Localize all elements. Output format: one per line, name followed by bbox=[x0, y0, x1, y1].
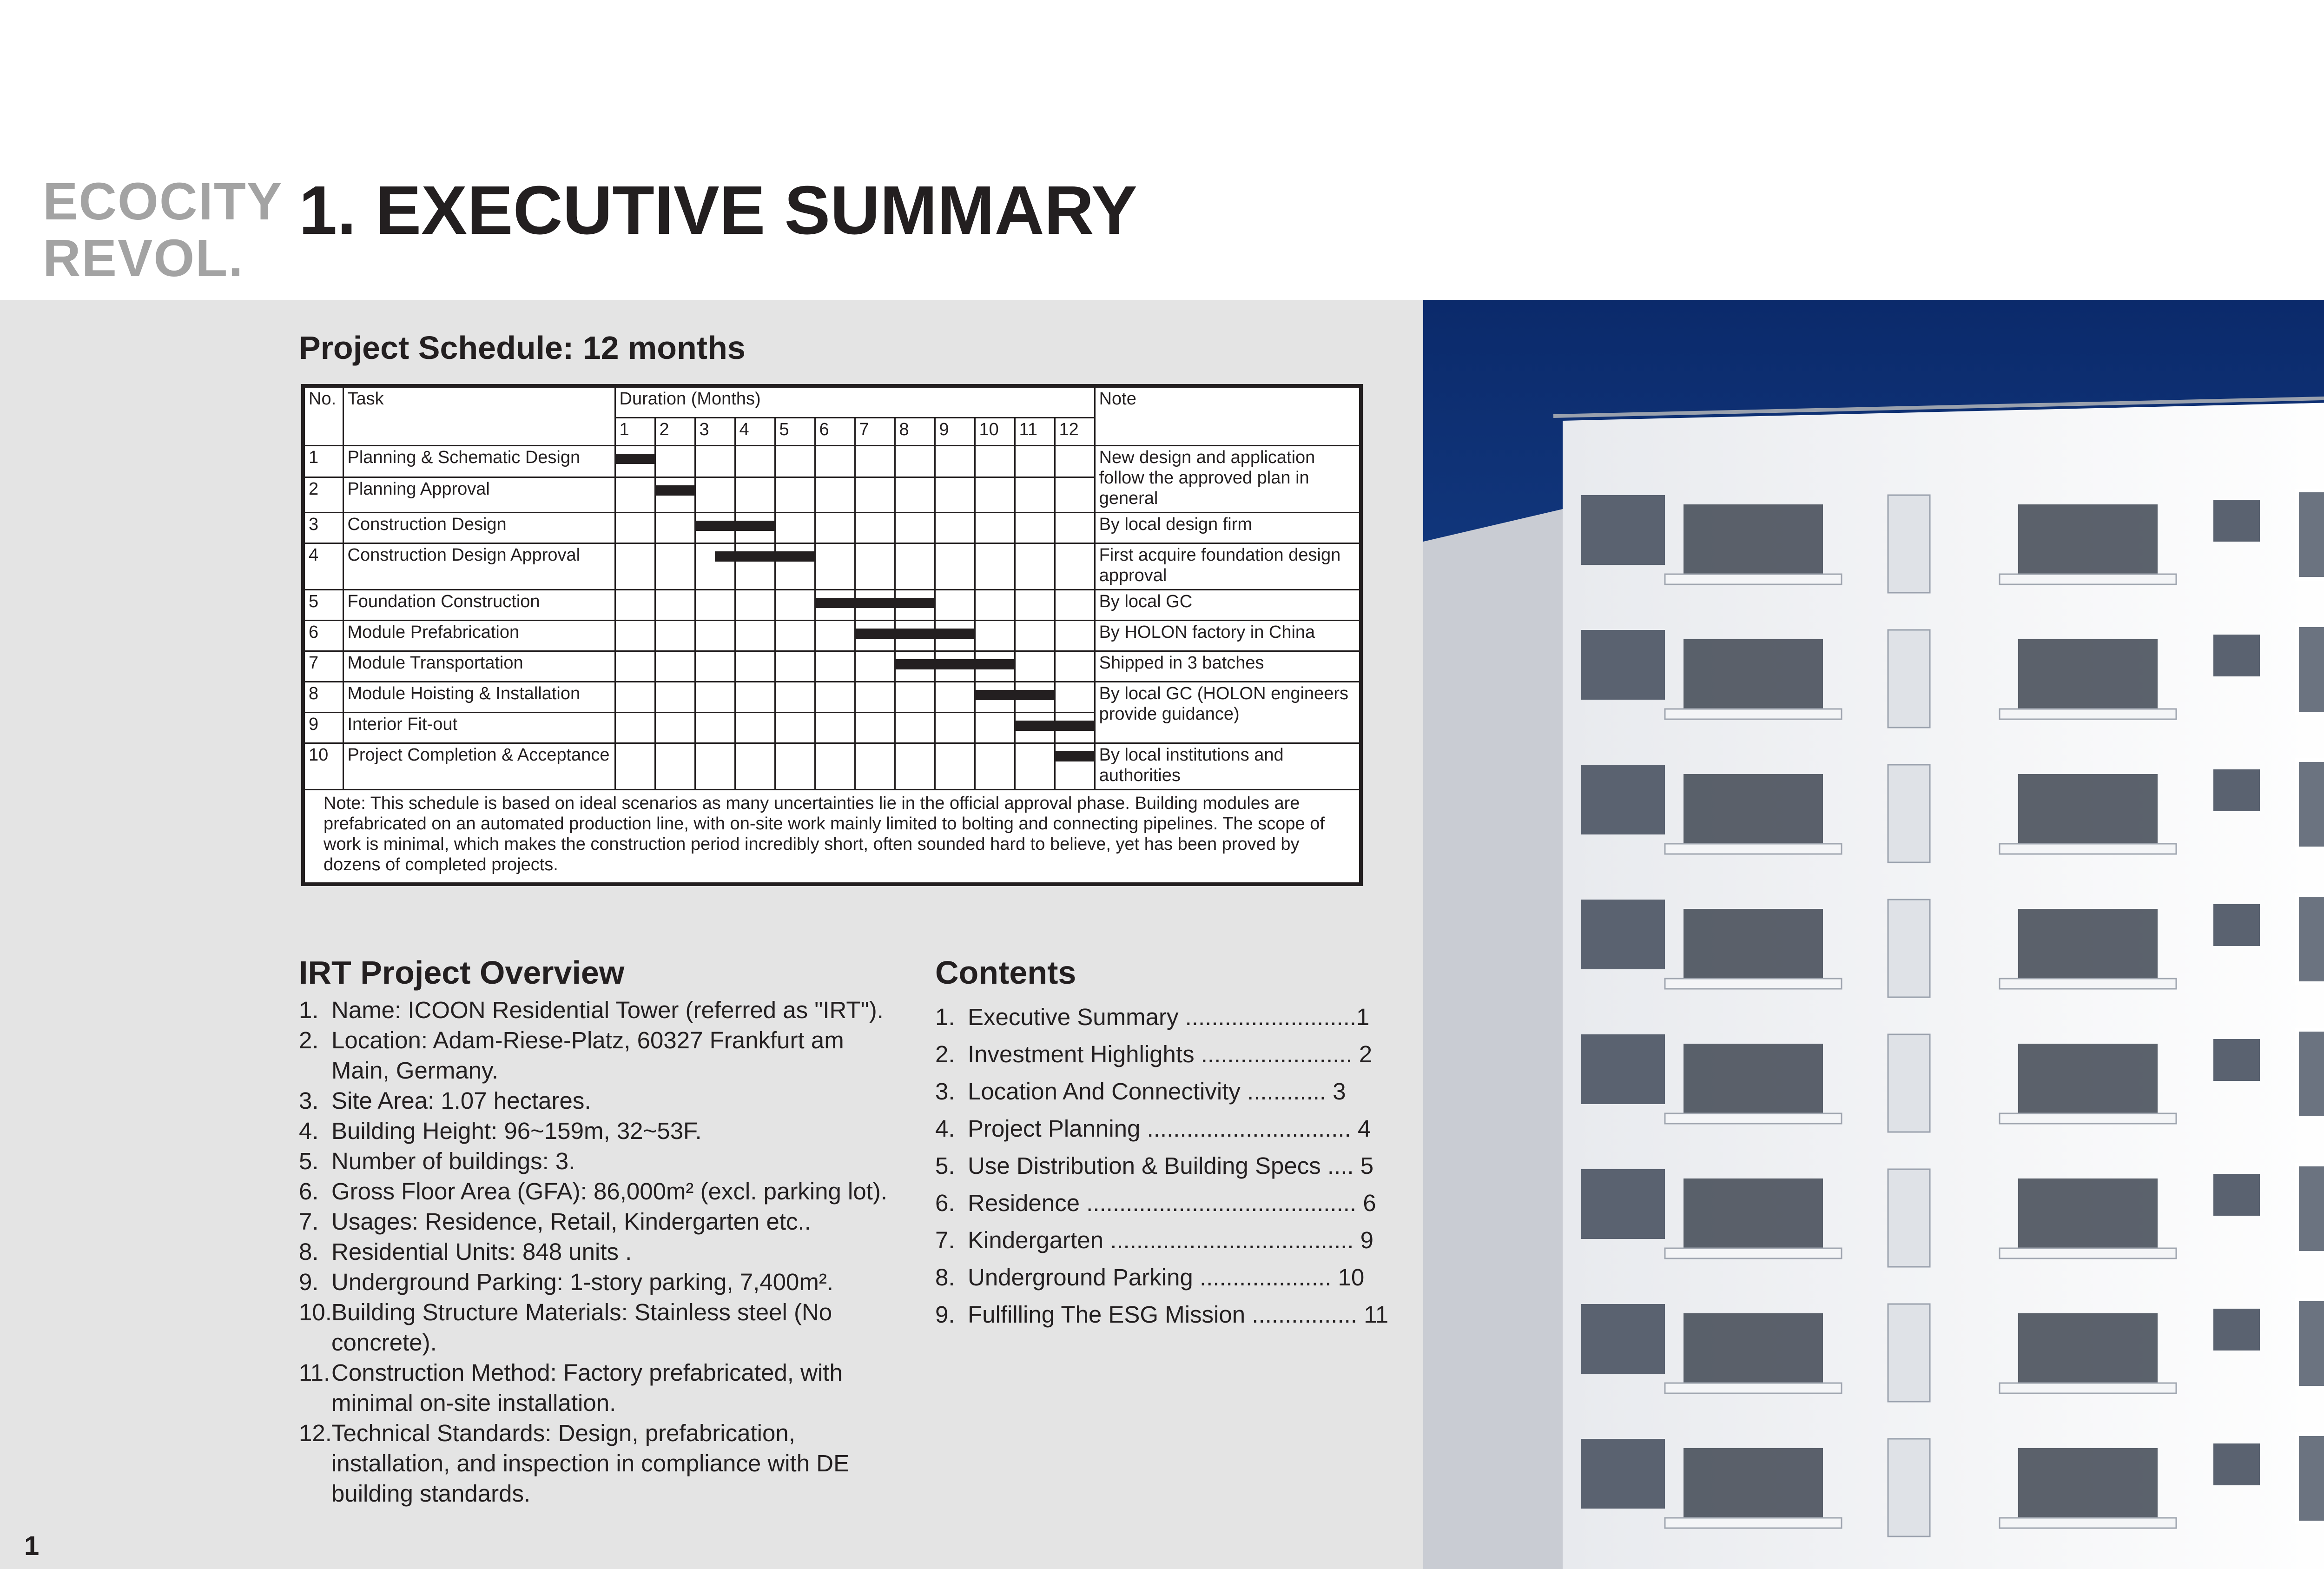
page-number: 1 bbox=[24, 1531, 40, 1561]
item-number: 8. bbox=[299, 1238, 319, 1265]
gantt-bar bbox=[936, 629, 974, 639]
month-cell bbox=[935, 712, 975, 743]
month-header: 6 bbox=[815, 417, 855, 445]
task-number: 3 bbox=[303, 512, 343, 543]
task-note: By local institutions and authorities bbox=[1095, 743, 1361, 789]
month-cell bbox=[615, 543, 655, 589]
month-cell bbox=[735, 743, 775, 789]
contents-item bbox=[935, 1113, 1377, 1144]
month-cell bbox=[935, 445, 975, 477]
item-number: 6. bbox=[935, 1190, 955, 1216]
overview-item bbox=[299, 1297, 903, 1357]
month-cell bbox=[655, 445, 695, 477]
item-text: Technical Standards: Design, prefabrication, installation, and inspection in compliance with DE building standards. bbox=[331, 1420, 850, 1507]
month-cell bbox=[615, 682, 655, 712]
item-text: Usages: Residence, Retail, Kindergarten etc.. bbox=[331, 1208, 811, 1235]
task-name: Module Prefabrication bbox=[343, 620, 615, 651]
month-header: 5 bbox=[775, 417, 815, 445]
month-cell bbox=[695, 743, 735, 789]
item-text: Gross Floor Area (GFA): 86,000m² (excl. parking lot). bbox=[331, 1178, 888, 1205]
month-cell bbox=[1055, 477, 1095, 512]
item-number: 3. bbox=[299, 1087, 319, 1114]
month-cell bbox=[815, 743, 855, 789]
month-cell bbox=[855, 743, 895, 789]
overview-item bbox=[299, 1206, 903, 1237]
item-number: 9. bbox=[935, 1301, 955, 1328]
item-text: Executive Summary ..........................1 bbox=[968, 1004, 1370, 1030]
item-number: 1. bbox=[299, 997, 319, 1023]
month-cell bbox=[815, 651, 855, 682]
month-cell bbox=[615, 445, 655, 477]
task-number: 1 bbox=[303, 445, 343, 477]
item-text: Location And Connectivity ............ 3 bbox=[968, 1078, 1346, 1105]
month-header: 4 bbox=[735, 417, 775, 445]
month-cell bbox=[735, 620, 775, 651]
month-cell bbox=[855, 445, 895, 477]
month-cell bbox=[1015, 589, 1055, 620]
month-cell bbox=[975, 743, 1015, 789]
schedule-row bbox=[303, 620, 1361, 651]
month-cell bbox=[815, 620, 855, 651]
schedule-row bbox=[303, 543, 1361, 589]
month-cell bbox=[775, 477, 815, 512]
month-cell bbox=[1015, 445, 1055, 477]
month-cell bbox=[935, 620, 975, 651]
task-number: 7 bbox=[303, 651, 343, 682]
month-cell bbox=[1015, 682, 1055, 712]
item-text: Fulfilling The ESG Mission ................ 11 bbox=[968, 1301, 1389, 1328]
month-header: 9 bbox=[935, 417, 975, 445]
month-cell bbox=[615, 477, 655, 512]
header-duration: Duration (Months) bbox=[615, 386, 1095, 417]
month-cell bbox=[1015, 512, 1055, 543]
task-number: 2 bbox=[303, 477, 343, 512]
item-text: Residential Units: 848 units . bbox=[331, 1238, 632, 1265]
schedule-row bbox=[303, 651, 1361, 682]
month-cell bbox=[1055, 743, 1095, 789]
gantt-bar bbox=[1056, 751, 1094, 761]
month-cell bbox=[815, 477, 855, 512]
month-cell bbox=[855, 589, 895, 620]
month-cell bbox=[935, 477, 975, 512]
month-cell bbox=[815, 712, 855, 743]
gantt-bar bbox=[696, 521, 735, 531]
month-cell bbox=[735, 477, 775, 512]
contents-item bbox=[935, 1076, 1377, 1106]
month-cell bbox=[615, 651, 655, 682]
item-text: Residence ......................................... 6 bbox=[968, 1190, 1376, 1216]
month-cell bbox=[1015, 743, 1055, 789]
month-cell bbox=[935, 512, 975, 543]
month-cell bbox=[775, 512, 815, 543]
task-number: 9 bbox=[303, 712, 343, 743]
month-cell bbox=[855, 620, 895, 651]
month-cell bbox=[935, 743, 975, 789]
overview-item bbox=[299, 1116, 903, 1146]
month-cell bbox=[1055, 651, 1095, 682]
month-cell bbox=[1015, 651, 1055, 682]
month-cell bbox=[1015, 712, 1055, 743]
task-note: By local GC bbox=[1095, 589, 1361, 620]
task-name: Foundation Construction bbox=[343, 589, 615, 620]
month-cell bbox=[615, 620, 655, 651]
gantt-bar bbox=[816, 598, 855, 608]
month-cell bbox=[895, 651, 935, 682]
month-cell bbox=[975, 589, 1015, 620]
month-cell bbox=[975, 651, 1015, 682]
month-header: 11 bbox=[1015, 417, 1055, 445]
month-cell bbox=[815, 589, 855, 620]
month-cell bbox=[695, 620, 735, 651]
gantt-bar bbox=[736, 551, 775, 562]
month-cell bbox=[655, 589, 695, 620]
month-cell bbox=[735, 512, 775, 543]
month-cell bbox=[975, 620, 1015, 651]
overview-item bbox=[299, 1086, 903, 1116]
month-cell bbox=[735, 543, 775, 589]
month-cell bbox=[695, 445, 735, 477]
month-cell bbox=[935, 589, 975, 620]
month-cell bbox=[655, 543, 695, 589]
task-name: Planning & Schematic Design bbox=[343, 445, 615, 477]
month-cell bbox=[655, 712, 695, 743]
task-number: 4 bbox=[303, 543, 343, 589]
month-cell bbox=[775, 589, 815, 620]
contents-item bbox=[935, 1262, 1377, 1292]
task-number: 10 bbox=[303, 743, 343, 789]
gantt-bar bbox=[856, 629, 895, 639]
gantt-bar bbox=[896, 598, 934, 608]
header-no: No. bbox=[303, 386, 343, 445]
gantt-bar bbox=[616, 454, 654, 464]
month-cell bbox=[615, 589, 655, 620]
task-name: Construction Design Approval bbox=[343, 543, 615, 589]
month-cell bbox=[855, 682, 895, 712]
brand-line-1: ECOCITY bbox=[43, 172, 283, 231]
schedule-row bbox=[303, 512, 1361, 543]
month-cell bbox=[895, 712, 935, 743]
month-cell bbox=[935, 682, 975, 712]
month-cell bbox=[855, 477, 895, 512]
overview-item bbox=[299, 1418, 903, 1509]
month-cell bbox=[895, 620, 935, 651]
overview-item bbox=[299, 1237, 903, 1267]
item-text: Underground Parking .................... 10 bbox=[968, 1264, 1365, 1291]
header-task: Task bbox=[343, 386, 615, 445]
item-text: Building Height: 96~159m, 32~53F. bbox=[331, 1118, 702, 1144]
month-cell bbox=[895, 589, 935, 620]
month-cell bbox=[775, 682, 815, 712]
gantt-bar bbox=[715, 551, 735, 562]
month-cell bbox=[735, 712, 775, 743]
header-note: Note bbox=[1095, 386, 1361, 445]
task-number: 6 bbox=[303, 620, 343, 651]
item-number: 7. bbox=[299, 1208, 319, 1235]
item-text: Underground Parking: 1-story parking, 7,400m². bbox=[331, 1269, 834, 1295]
item-number: 6. bbox=[299, 1178, 319, 1205]
overview-item bbox=[299, 995, 903, 1025]
task-name: Module Transportation bbox=[343, 651, 615, 682]
month-cell bbox=[855, 543, 895, 589]
task-name: Planning Approval bbox=[343, 477, 615, 512]
contents-title: Contents bbox=[935, 954, 1076, 991]
contents-item bbox=[935, 1225, 1377, 1255]
month-cell bbox=[1055, 682, 1095, 712]
schedule-footnote: Note: This schedule is based on ideal scenarios as many uncertainties lie in the official approval phase. Building modules are prefabricated on an automated production line, with on-site work mainly limited to bolting and connecting pipelines. The scope of work is minimal, which makes the construction period incredibly short, often sounded hard to believe, yet has been proved by dozens of completed projects. bbox=[303, 789, 1361, 884]
schedule-row bbox=[303, 589, 1361, 620]
item-number: 2. bbox=[299, 1027, 319, 1053]
task-number: 8 bbox=[303, 682, 343, 712]
overview-title: IRT Project Overview bbox=[299, 954, 625, 991]
month-cell bbox=[655, 651, 695, 682]
month-cell bbox=[1015, 477, 1055, 512]
gantt-bar bbox=[736, 521, 774, 531]
item-number: 4. bbox=[935, 1115, 955, 1142]
item-text: Location: Adam-Riese-Platz, 60327 Frankfurt am Main, Germany. bbox=[331, 1027, 844, 1084]
month-header: 3 bbox=[695, 417, 735, 445]
task-note: By HOLON factory in China bbox=[1095, 620, 1361, 651]
month-cell bbox=[815, 512, 855, 543]
contents-item bbox=[935, 1002, 1377, 1032]
page-title: 1. EXECUTIVE SUMMARY bbox=[299, 172, 1137, 249]
month-header: 10 bbox=[975, 417, 1015, 445]
month-cell bbox=[855, 651, 895, 682]
month-cell bbox=[695, 712, 735, 743]
schedule-row bbox=[303, 682, 1361, 712]
month-cell bbox=[1055, 712, 1095, 743]
item-text: Construction Method: Factory prefabricated, with minimal on-site installation. bbox=[331, 1359, 843, 1416]
brand-wordmark bbox=[43, 173, 283, 286]
item-text: Project Planning ............................... 4 bbox=[968, 1115, 1371, 1142]
month-cell bbox=[695, 651, 735, 682]
item-number: 9. bbox=[299, 1269, 319, 1295]
overview-list bbox=[299, 995, 903, 1509]
month-cell bbox=[655, 512, 695, 543]
month-header: 12 bbox=[1055, 417, 1095, 445]
overview-item bbox=[299, 1146, 903, 1176]
month-cell bbox=[735, 682, 775, 712]
gantt-bar bbox=[1016, 690, 1054, 700]
month-cell bbox=[615, 512, 655, 543]
month-cell bbox=[935, 651, 975, 682]
task-note: By local GC (HOLON engineers provide guidance) bbox=[1095, 682, 1361, 743]
brand-line-2: REVOL. bbox=[43, 229, 244, 287]
month-cell bbox=[1055, 589, 1095, 620]
contents-item bbox=[935, 1188, 1377, 1218]
contents-item bbox=[935, 1151, 1377, 1181]
month-cell bbox=[1015, 543, 1055, 589]
task-name: Construction Design bbox=[343, 512, 615, 543]
item-text: Use Distribution & Building Specs .... 5 bbox=[968, 1152, 1374, 1179]
contents-item bbox=[935, 1299, 1389, 1330]
item-number: 10. bbox=[299, 1299, 332, 1325]
gantt-bar bbox=[656, 485, 694, 496]
task-note: First acquire foundation design approval bbox=[1095, 543, 1361, 589]
gantt-bar bbox=[896, 659, 935, 669]
task-note: Shipped in 3 batches bbox=[1095, 651, 1361, 682]
month-cell bbox=[655, 743, 695, 789]
month-cell bbox=[855, 512, 895, 543]
month-cell bbox=[815, 543, 855, 589]
gantt-bar bbox=[896, 629, 935, 639]
month-cell bbox=[1055, 445, 1095, 477]
item-text: Name: ICOON Residential Tower (referred as "IRT"). bbox=[331, 997, 884, 1023]
month-cell bbox=[975, 712, 1015, 743]
item-text: Number of buildings: 3. bbox=[331, 1148, 575, 1174]
month-cell bbox=[895, 512, 935, 543]
month-cell bbox=[695, 589, 735, 620]
item-number: 11. bbox=[299, 1359, 330, 1386]
task-name: Interior Fit-out bbox=[343, 712, 615, 743]
contents-list bbox=[935, 1002, 1389, 1337]
month-header: 7 bbox=[855, 417, 895, 445]
contents-item bbox=[935, 1039, 1377, 1069]
item-number: 2. bbox=[935, 1041, 955, 1067]
overview-item bbox=[299, 1025, 903, 1086]
month-cell bbox=[1055, 620, 1095, 651]
month-cell bbox=[735, 651, 775, 682]
item-number: 5. bbox=[935, 1152, 955, 1179]
overview-item bbox=[299, 1267, 903, 1297]
month-cell bbox=[695, 477, 735, 512]
month-cell bbox=[615, 743, 655, 789]
item-text: Building Structure Materials: Stainless steel (No concrete). bbox=[331, 1299, 832, 1356]
schedule-title: Project Schedule: 12 months bbox=[299, 330, 746, 366]
month-cell bbox=[655, 620, 695, 651]
task-name: Project Completion & Acceptance bbox=[343, 743, 615, 789]
month-cell bbox=[935, 543, 975, 589]
item-number: 4. bbox=[299, 1118, 319, 1144]
month-cell bbox=[775, 743, 815, 789]
task-name: Module Hoisting & Installation bbox=[343, 682, 615, 712]
item-number: 5. bbox=[299, 1148, 319, 1174]
month-cell bbox=[615, 712, 655, 743]
month-header: 1 bbox=[615, 417, 655, 445]
item-number: 1. bbox=[935, 1004, 955, 1030]
item-text: Kindergarten ..................................... 9 bbox=[968, 1227, 1374, 1253]
month-cell bbox=[775, 712, 815, 743]
task-note: By local design firm bbox=[1095, 512, 1361, 543]
overview-item bbox=[299, 1176, 903, 1206]
month-cell bbox=[775, 445, 815, 477]
month-cell bbox=[1055, 512, 1095, 543]
month-cell bbox=[975, 682, 1015, 712]
month-header: 2 bbox=[655, 417, 695, 445]
month-cell bbox=[895, 543, 935, 589]
month-cell bbox=[735, 589, 775, 620]
gantt-bar bbox=[856, 598, 895, 608]
building-rendering-image bbox=[1423, 300, 2324, 1569]
month-cell bbox=[735, 445, 775, 477]
month-cell bbox=[975, 512, 1015, 543]
month-cell bbox=[815, 682, 855, 712]
month-cell bbox=[895, 743, 935, 789]
month-cell bbox=[655, 477, 695, 512]
gantt-bar bbox=[776, 551, 814, 562]
item-text: Site Area: 1.07 hectares. bbox=[331, 1087, 591, 1114]
month-cell bbox=[775, 543, 815, 589]
task-note: New design and application follow the approved plan in general bbox=[1095, 445, 1361, 512]
month-cell bbox=[775, 620, 815, 651]
month-cell bbox=[695, 512, 735, 543]
month-cell bbox=[895, 477, 935, 512]
month-cell bbox=[895, 445, 935, 477]
gantt-bar bbox=[936, 659, 975, 669]
month-cell bbox=[1015, 620, 1055, 651]
month-cell bbox=[695, 682, 735, 712]
month-cell bbox=[1055, 543, 1095, 589]
month-cell bbox=[855, 712, 895, 743]
task-number: 5 bbox=[303, 589, 343, 620]
month-cell bbox=[775, 651, 815, 682]
month-cell bbox=[815, 445, 855, 477]
schedule-row bbox=[303, 445, 1361, 477]
month-cell bbox=[895, 682, 935, 712]
gantt-bar bbox=[1056, 721, 1094, 731]
item-number: 7. bbox=[935, 1227, 955, 1253]
month-cell bbox=[975, 543, 1015, 589]
gantt-bar bbox=[1016, 721, 1055, 731]
month-cell bbox=[655, 682, 695, 712]
item-number: 3. bbox=[935, 1078, 955, 1105]
gantt-bar bbox=[976, 690, 1015, 700]
schedule-row bbox=[303, 743, 1361, 789]
item-number: 12. bbox=[299, 1420, 332, 1446]
item-number: 8. bbox=[935, 1264, 955, 1291]
month-cell bbox=[695, 543, 735, 589]
gantt-bar bbox=[976, 659, 1014, 669]
month-cell bbox=[975, 445, 1015, 477]
item-text: Investment Highlights ....................... 2 bbox=[968, 1041, 1373, 1067]
month-header: 8 bbox=[895, 417, 935, 445]
month-cell bbox=[975, 477, 1015, 512]
overview-item bbox=[299, 1357, 903, 1418]
schedule-table bbox=[301, 384, 1363, 886]
